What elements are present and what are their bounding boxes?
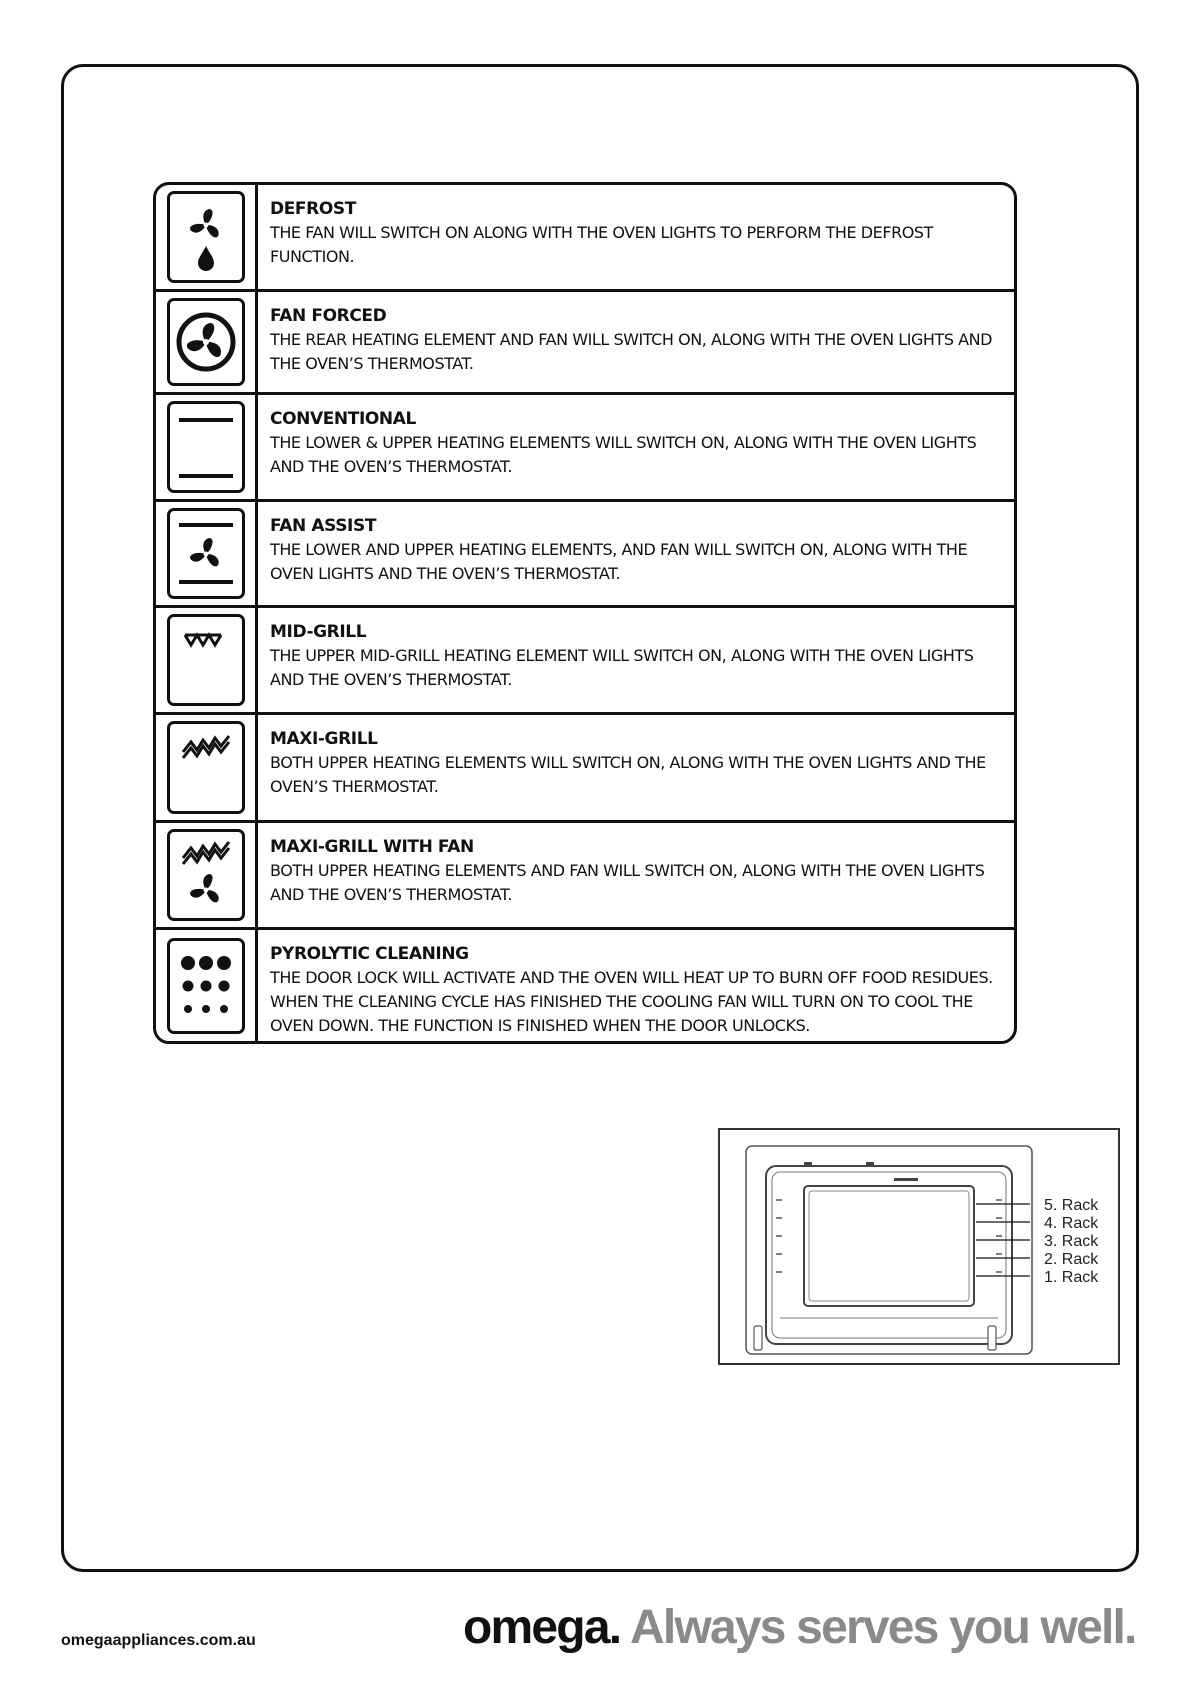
text-cell <box>258 395 1014 499</box>
oven-functions-table <box>153 182 1017 1044</box>
function-description: THE LOWER & UPPER HEATING ELEMENTS WILL SWITCH ON, ALONG WITH THE OVEN LIGHTS AND THE OVEN’S THERMOSTAT. <box>270 433 977 476</box>
rack-label-2: 2. Rack <box>1044 1251 1099 1268</box>
mid-grill-icon <box>167 614 245 706</box>
rack-label-4: 4. Rack <box>1044 1215 1099 1232</box>
function-description: THE LOWER AND UPPER HEATING ELEMENTS, AND FAN WILL SWITCH ON, ALONG WITH THE OVEN LIGHTS AND THE OVEN’S THERMOSTAT. <box>270 540 968 583</box>
function-description: THE DOOR LOCK WILL ACTIVATE AND THE OVEN WILL HEAT UP TO BURN OFF FOOD RESIDUES. WHEN THE CLEANING CYCLE HAS FINISHED THE COOLING FAN WILL TURN ON TO COOL THE OVEN DOWN. THE FUNCTION IS FINISHED WHEN THE DOOR UNLOCKS. <box>270 968 993 1035</box>
maxi-grill-fan-icon <box>167 829 245 921</box>
icon-cell <box>156 608 258 712</box>
fan-assist-icon <box>167 508 245 599</box>
function-description: THE UPPER MID-GRILL HEATING ELEMENT WILL SWITCH ON, ALONG WITH THE OVEN LIGHTS AND THE OVEN’S THERMOSTAT. <box>270 646 974 689</box>
icon-cell <box>156 395 258 499</box>
icon-cell <box>156 823 258 927</box>
function-title: MAXI-GRILL <box>270 729 378 749</box>
function-title: CONVENTIONAL <box>270 409 416 429</box>
function-row-fan-assist <box>156 502 1014 608</box>
brand-tagline: Always serves you well. <box>630 1601 1136 1654</box>
footer-website-url: omegaappliances.com.au <box>61 1632 256 1649</box>
function-title: FAN ASSIST <box>270 516 377 536</box>
function-row-maxi-grill <box>156 715 1014 823</box>
function-row-defrost <box>156 185 1014 292</box>
text-cell <box>258 185 1014 289</box>
brand-logo: omega. <box>463 1601 621 1654</box>
function-title: MAXI-GRILL WITH FAN <box>270 837 474 857</box>
icon-cell <box>156 502 258 605</box>
rack-position-diagram <box>718 1128 1120 1365</box>
function-description: THE REAR HEATING ELEMENT AND FAN WILL SWITCH ON, ALONG WITH THE OVEN LIGHTS AND THE OVEN’S THERMOSTAT. <box>270 330 993 373</box>
defrost-icon <box>167 191 245 283</box>
rack-label-1: 1. Rack <box>1044 1269 1099 1286</box>
text-cell <box>258 715 1014 820</box>
function-title: DEFROST <box>270 199 356 219</box>
maxi-grill-icon <box>167 721 245 814</box>
fan-forced-icon <box>167 298 245 386</box>
text-cell <box>258 502 1014 605</box>
rack-label-3: 3. Rack <box>1044 1233 1099 1250</box>
oven-cavity-drawing <box>720 1130 1118 1363</box>
text-cell <box>258 292 1014 392</box>
text-cell <box>258 930 1014 1041</box>
text-cell <box>258 823 1014 927</box>
function-description: BOTH UPPER HEATING ELEMENTS AND FAN WILL SWITCH ON, ALONG WITH THE OVEN LIGHTS AND THE OVEN’S THERMOSTAT. <box>270 861 985 904</box>
function-row-fan-forced <box>156 292 1014 395</box>
text-cell <box>258 608 1014 712</box>
pyrolytic-cleaning-icon <box>167 938 245 1034</box>
icon-cell <box>156 715 258 820</box>
function-title: FAN FORCED <box>270 306 387 326</box>
function-row-maxi-grill-with-fan <box>156 823 1014 930</box>
icon-cell <box>156 292 258 392</box>
function-row-pyrolytic-cleaning <box>156 930 1014 1041</box>
rack-label-5: 5. Rack <box>1044 1197 1099 1214</box>
footer-brand-line <box>463 1601 1136 1655</box>
function-description: BOTH UPPER HEATING ELEMENTS WILL SWITCH ON, ALONG WITH THE OVEN LIGHTS AND THE OVEN’S THERMOSTAT. <box>270 753 986 796</box>
function-title: MID-GRILL <box>270 622 367 642</box>
function-row-conventional <box>156 395 1014 502</box>
conventional-icon <box>167 401 245 493</box>
icon-cell <box>156 930 258 1041</box>
function-row-mid-grill <box>156 608 1014 715</box>
function-title: PYROLYTIC CLEANING <box>270 944 469 964</box>
icon-cell <box>156 185 258 289</box>
function-description: THE FAN WILL SWITCH ON ALONG WITH THE OVEN LIGHTS TO PERFORM THE DEFROST FUNCTION. <box>270 223 933 266</box>
